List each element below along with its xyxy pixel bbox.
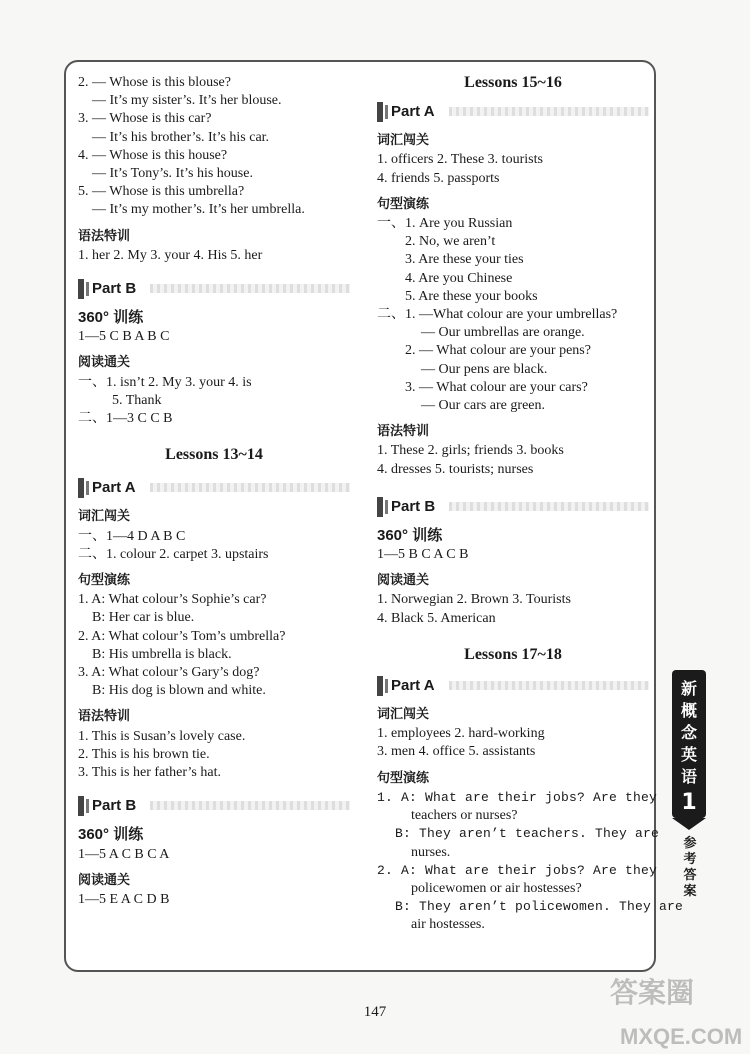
section-title-grammar: 语法特训 bbox=[78, 228, 131, 244]
pattern-answer: 2. — What colour are your pens? bbox=[405, 343, 591, 359]
training-answers: 1—5 B C A C B bbox=[377, 547, 469, 563]
pattern-answer: B: His dog is blown and white. bbox=[92, 683, 266, 699]
decorative-texture bbox=[449, 107, 649, 116]
watermark-url: MXQE.COM bbox=[620, 1024, 743, 1049]
part-marker-icon bbox=[78, 279, 84, 299]
answer-question: 5. — Whose is this umbrella? bbox=[78, 184, 245, 200]
reading-answers: 1. Norwegian 2. Brown 3. Tourists bbox=[377, 592, 571, 608]
side-tab-char: 概 bbox=[680, 701, 697, 720]
side-tab-arrow-icon bbox=[672, 818, 706, 830]
watermark-logo: 答案圈 bbox=[610, 977, 695, 1008]
part-marker-icon bbox=[78, 796, 84, 816]
part-heading bbox=[377, 100, 649, 124]
grammar-answers: 1. These 2. girls; friends 3. books bbox=[377, 443, 564, 459]
page-number: 147 bbox=[363, 1004, 387, 1020]
pattern-answer: 一、1. Are you Russian bbox=[377, 216, 513, 232]
pattern-answer: 1. A: What are their jobs? Are they bbox=[377, 789, 658, 805]
side-tab-book-title bbox=[672, 670, 706, 818]
part-marker-icon bbox=[377, 676, 383, 696]
section-title-reading: 阅读通关 bbox=[377, 573, 430, 589]
part-marker-icon bbox=[377, 102, 383, 122]
part-label: Part B bbox=[92, 797, 137, 815]
reading-answers: 5. Thank bbox=[112, 392, 162, 408]
part-marker-icon bbox=[385, 105, 388, 119]
part-label: Part A bbox=[391, 677, 435, 695]
grammar-answer: 2. This is his brown tie. bbox=[78, 746, 210, 762]
vocab-answers: 1. officers 2. These 3. tourists bbox=[377, 152, 543, 168]
part-label: Part A bbox=[391, 103, 435, 121]
part-marker-icon bbox=[385, 500, 388, 514]
pattern-answer: policewomen or air hostesses? bbox=[411, 880, 582, 896]
side-sub-char: 答 bbox=[683, 868, 697, 883]
section-title-pattern: 句型演练 bbox=[377, 770, 430, 786]
part-marker-icon bbox=[86, 799, 89, 813]
part-label: Part A bbox=[92, 479, 136, 497]
pattern-answer: — Our umbrellas are orange. bbox=[421, 325, 585, 341]
answer-question: 4. — Whose is this house? bbox=[78, 147, 228, 163]
lesson-title: Lessons 17~18 bbox=[464, 645, 562, 663]
part-marker-icon bbox=[385, 679, 388, 693]
decorative-texture bbox=[449, 681, 649, 690]
pattern-answer: — Our pens are black. bbox=[421, 361, 548, 377]
pattern-answer: 3. — What colour are your cars? bbox=[405, 379, 588, 395]
side-sub-char: 参 bbox=[683, 836, 697, 851]
answer-reply: — It’s my sister’s. It’s her blouse. bbox=[92, 93, 282, 109]
vocab-answers: 二、1. colour 2. carpet 3. upstairs bbox=[78, 546, 269, 562]
side-tab-char: 英 bbox=[680, 745, 697, 764]
answer-question: 2. — Whose is this blouse? bbox=[78, 75, 231, 90]
answer-question: 3. — Whose is this car? bbox=[78, 111, 212, 127]
training-answers: 1—5 C B A B C bbox=[78, 329, 170, 345]
pattern-answer: B: Her car is blue. bbox=[92, 610, 195, 626]
training-answers: 1—5 A C B C A bbox=[78, 846, 170, 862]
part-heading bbox=[78, 277, 350, 301]
reading-answers: 1—5 E A C D B bbox=[78, 891, 170, 907]
section-title-training: 360° 训练 bbox=[78, 309, 144, 327]
pattern-answer: nurses. bbox=[411, 844, 451, 860]
pattern-answer: B: They aren’t policewomen. They are bbox=[395, 899, 684, 915]
side-tab-char: 新 bbox=[680, 679, 697, 698]
pattern-answer: 3. Are these your ties bbox=[405, 252, 524, 268]
side-tab-subtitle bbox=[681, 836, 699, 900]
part-heading bbox=[78, 476, 350, 500]
part-marker-icon bbox=[86, 282, 89, 296]
section-title-reading: 阅读通关 bbox=[78, 355, 131, 371]
part-label: Part B bbox=[391, 497, 436, 515]
part-label: Part B bbox=[92, 280, 137, 298]
pattern-answer: 二、1. —What colour are your umbrellas? bbox=[377, 307, 618, 323]
part-heading bbox=[377, 674, 649, 698]
reading-answers: 4. Black 5. American bbox=[377, 610, 496, 626]
section-title-training: 360° 训练 bbox=[78, 826, 144, 844]
pattern-answer: teachers or nurses? bbox=[411, 808, 518, 824]
grammar-answer: 1. This is Susan’s lovely case. bbox=[78, 728, 246, 744]
decorative-texture bbox=[150, 284, 350, 293]
vocab-answers: 一、1—4 D A B C bbox=[78, 528, 186, 544]
part-marker-icon bbox=[78, 478, 84, 498]
pattern-answer: 4. Are you Chinese bbox=[405, 270, 513, 286]
answer-reply: — It’s Tony’s. It’s his house. bbox=[92, 166, 253, 182]
section-title-vocab: 词汇闯关 bbox=[377, 133, 430, 149]
section-title-grammar: 语法特训 bbox=[377, 424, 430, 440]
pattern-answer: — Our cars are green. bbox=[421, 398, 545, 414]
part-marker-icon bbox=[377, 497, 383, 517]
reading-answers: 一、1. isn’t 2. My 3. your 4. is bbox=[78, 374, 252, 390]
decorative-texture bbox=[449, 502, 649, 511]
lesson-title: Lessons 15~16 bbox=[464, 74, 562, 91]
section-title-pattern: 句型演练 bbox=[78, 573, 131, 589]
pattern-answer: B: His umbrella is black. bbox=[92, 646, 232, 662]
side-tab-number: 1 bbox=[681, 790, 697, 815]
part-marker-icon bbox=[86, 481, 89, 495]
pattern-answer: 3. A: What colour’s Gary’s dog? bbox=[78, 665, 260, 681]
side-tab-char: 念 bbox=[680, 723, 697, 742]
grammar-answer: 3. This is her father’s hat. bbox=[78, 765, 221, 781]
pattern-answer: 2. No, we aren’t bbox=[405, 234, 496, 250]
section-title-reading: 阅读通关 bbox=[78, 872, 131, 888]
pattern-answer: 2. A: What are their jobs? Are they bbox=[377, 862, 658, 878]
reading-answers: 二、1—3 C C B bbox=[78, 411, 173, 427]
lesson-title: Lessons 13~14 bbox=[165, 446, 263, 464]
right-column bbox=[377, 74, 684, 935]
vocab-answers: 3. men 4. office 5. assistants bbox=[377, 744, 536, 760]
pattern-answer: B: They aren’t teachers. They are bbox=[395, 826, 660, 842]
section-title-training: 360° 训练 bbox=[377, 526, 443, 544]
vocab-answers: 1. employees 2. hard-working bbox=[377, 726, 545, 742]
grammar-answers: 1. her 2. My 3. your 4. His 5. her bbox=[78, 247, 263, 263]
pattern-answer: 5. Are these your books bbox=[405, 288, 538, 304]
pattern-answer: 1. A: What colour’s Sophie’s car? bbox=[78, 592, 267, 608]
left-column bbox=[78, 74, 350, 909]
section-title-vocab: 词汇闯关 bbox=[78, 509, 131, 525]
section-title-grammar: 语法特训 bbox=[78, 709, 131, 725]
part-heading bbox=[78, 794, 350, 818]
section-title-pattern: 句型演练 bbox=[377, 196, 430, 212]
part-heading bbox=[377, 495, 649, 519]
pattern-answer: 2. A: What colour’s Tom’s umbrella? bbox=[78, 628, 286, 644]
grammar-answers: 4. dresses 5. tourists; nurses bbox=[377, 461, 534, 477]
side-tab-char: 语 bbox=[680, 767, 697, 786]
decorative-texture bbox=[150, 801, 350, 810]
answer-reply: — It’s my mother’s. It’s her umbrella. bbox=[92, 202, 305, 218]
vocab-answers: 4. friends 5. passports bbox=[377, 170, 500, 186]
decorative-texture bbox=[150, 483, 350, 492]
side-sub-char: 案 bbox=[683, 884, 697, 899]
pattern-answer: air hostesses. bbox=[411, 917, 485, 933]
side-sub-char: 考 bbox=[683, 852, 697, 867]
section-title-vocab: 词汇闯关 bbox=[377, 707, 430, 723]
answer-reply: — It’s his brother’s. It’s his car. bbox=[92, 129, 270, 145]
